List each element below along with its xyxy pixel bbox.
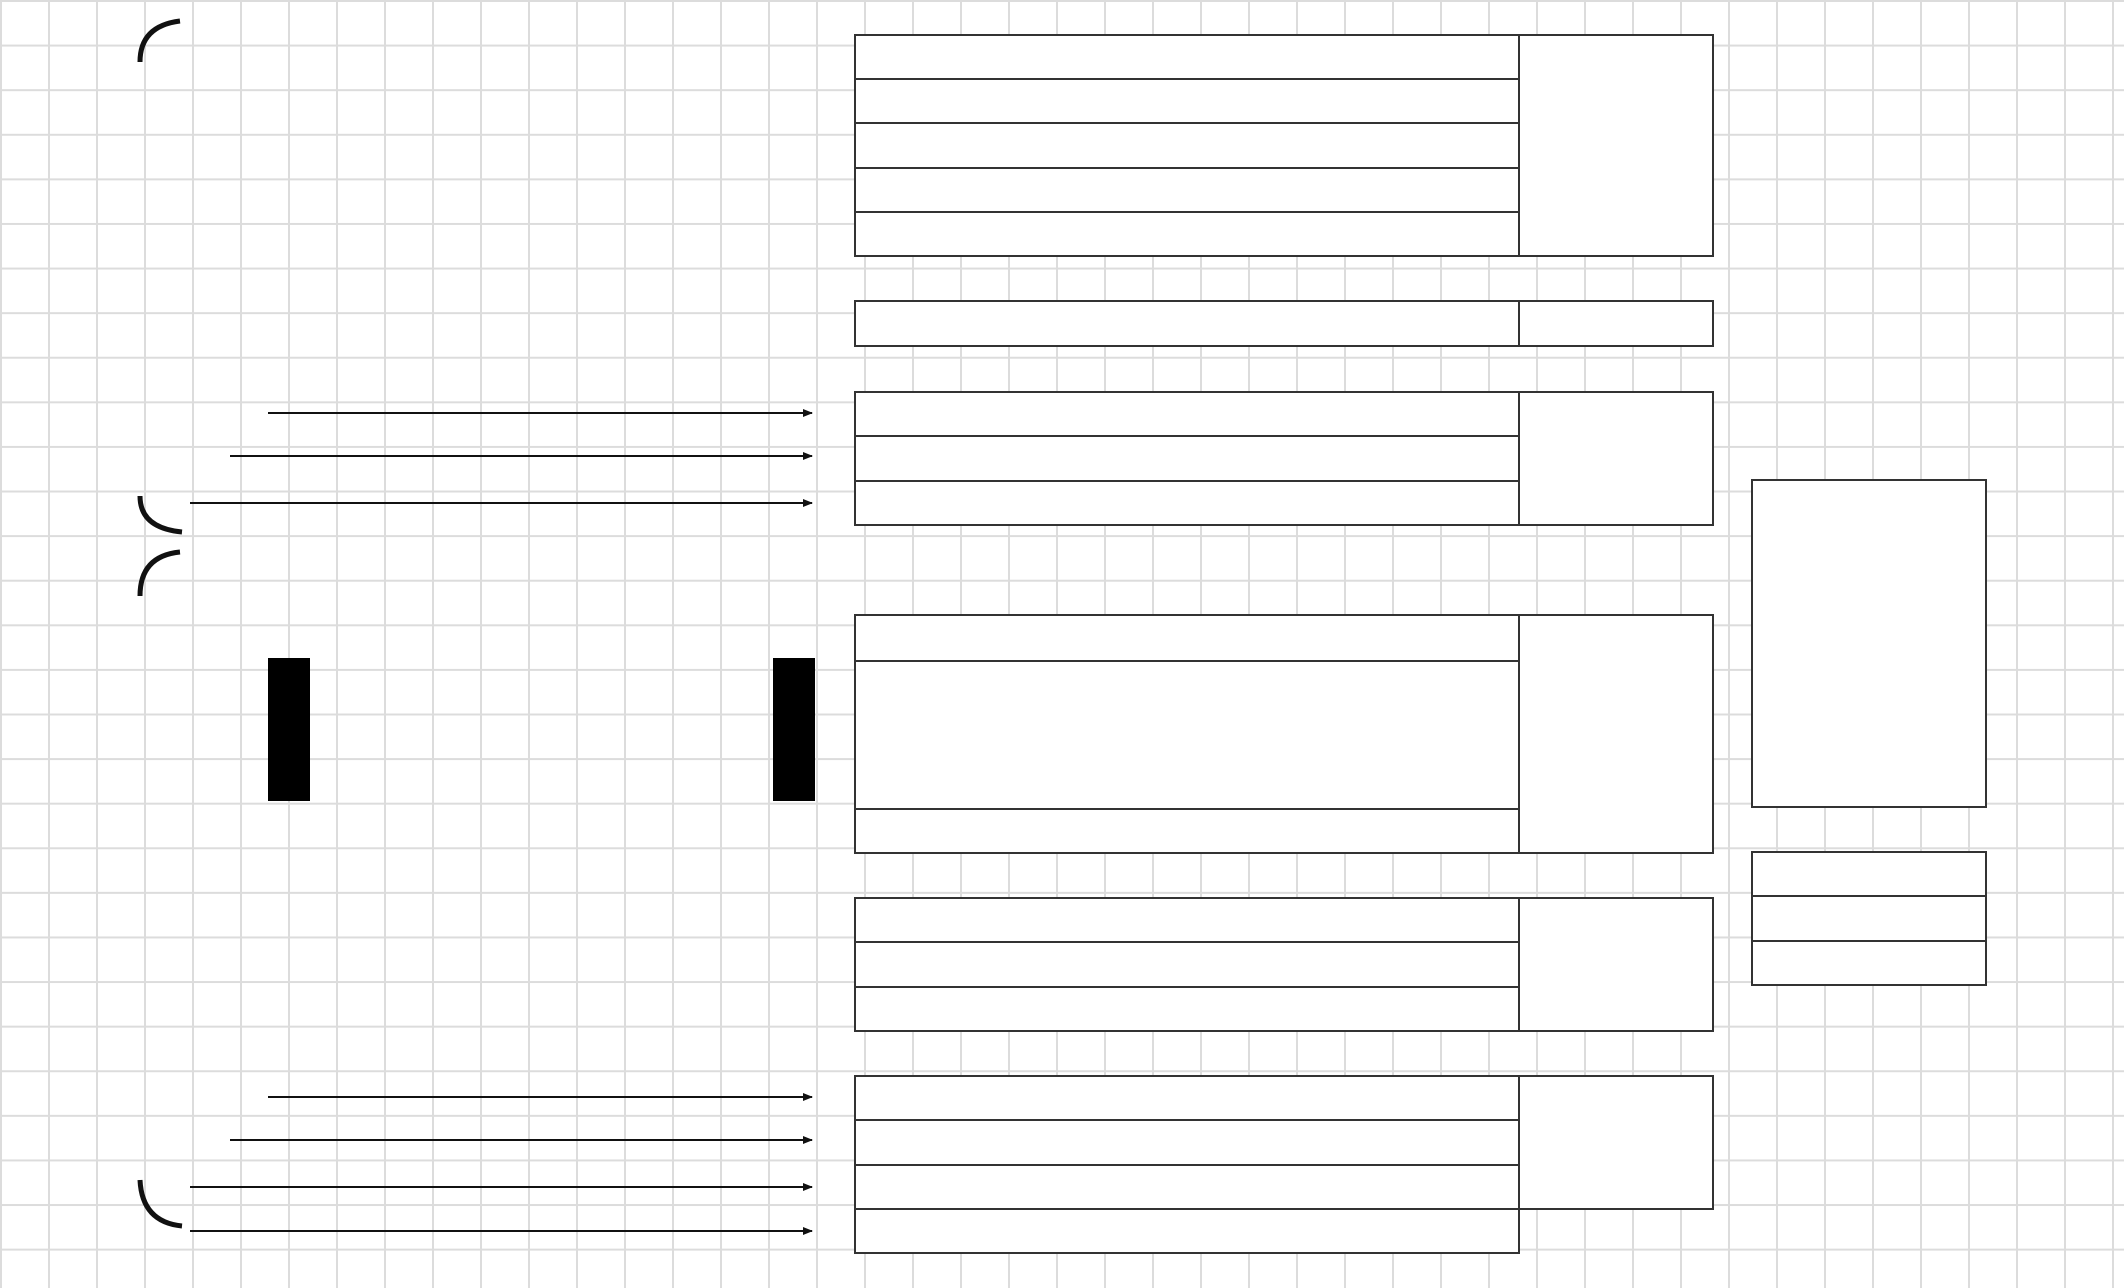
table-row (854, 986, 1520, 1032)
table-row (854, 660, 1520, 810)
table-row (854, 480, 1520, 526)
group-label-lower-thin (1518, 897, 1714, 1032)
table-row (854, 1164, 1520, 1210)
lower-bracket-end (140, 1180, 182, 1226)
table-row (854, 34, 1520, 80)
table-row (854, 1075, 1520, 1121)
table-row (854, 167, 1520, 213)
table-row (854, 808, 1520, 854)
group-label-border (1518, 1075, 1714, 1210)
full-zone-note (1751, 479, 1987, 808)
group-label-spring-framework (1518, 614, 1714, 854)
table-row (854, 1208, 1520, 1254)
group-label-ust-panel (1518, 34, 1714, 257)
width-wedge (268, 658, 310, 801)
table-row (854, 435, 1520, 482)
group-label-inside-pad (1518, 300, 1714, 347)
table-row (854, 78, 1520, 124)
table-row (854, 941, 1520, 988)
group-label-pad-ear (1518, 391, 1714, 526)
table-row (854, 391, 1520, 437)
lower-bracket (140, 552, 180, 596)
size-spec (1751, 851, 1987, 897)
table-row (854, 1119, 1520, 1166)
table-row (854, 122, 1520, 169)
upper-bracket (140, 21, 180, 62)
table-row (854, 211, 1520, 257)
length-wedge (773, 658, 815, 801)
spring-stringing-spec (1751, 895, 1987, 942)
table-row (854, 897, 1520, 943)
upper-bracket-end (140, 496, 182, 532)
hub-diameter-spec (1751, 940, 1987, 986)
table-row (854, 614, 1520, 662)
table-row (854, 300, 1520, 347)
